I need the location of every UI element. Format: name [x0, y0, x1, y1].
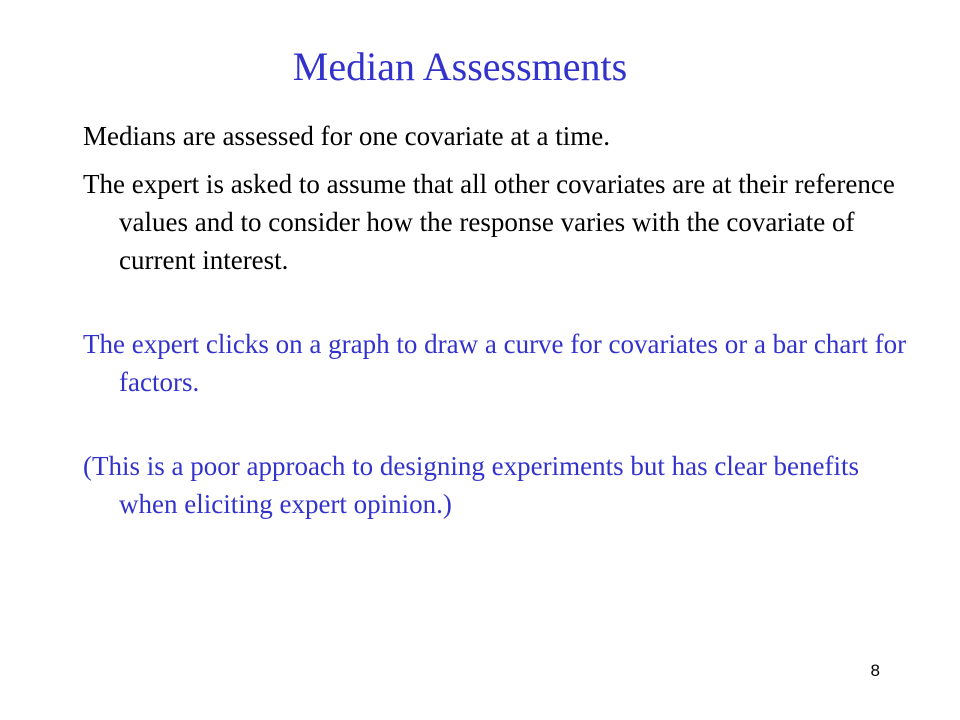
paragraph-expert-assumption: The expert is asked to assume that all other covariates are at their reference values and to consider how the response varies with the covariate of current interest. — [83, 169, 895, 275]
slide-title: Median Assessments — [292, 44, 628, 89]
slide-body — [83, 117, 923, 523]
paragraph-approach-note: (This is a poor approach to designing experiments but has clear benefits when eliciting expert opinion.) — [83, 451, 860, 519]
paragraph-medians-assessed: Medians are assessed for one covariate at a time. — [83, 121, 611, 151]
paragraph-graph-clicks: The expert clicks on a graph to draw a curve for covariates or a bar chart for factors. — [83, 329, 907, 397]
page-number: 8 — [870, 661, 880, 680]
